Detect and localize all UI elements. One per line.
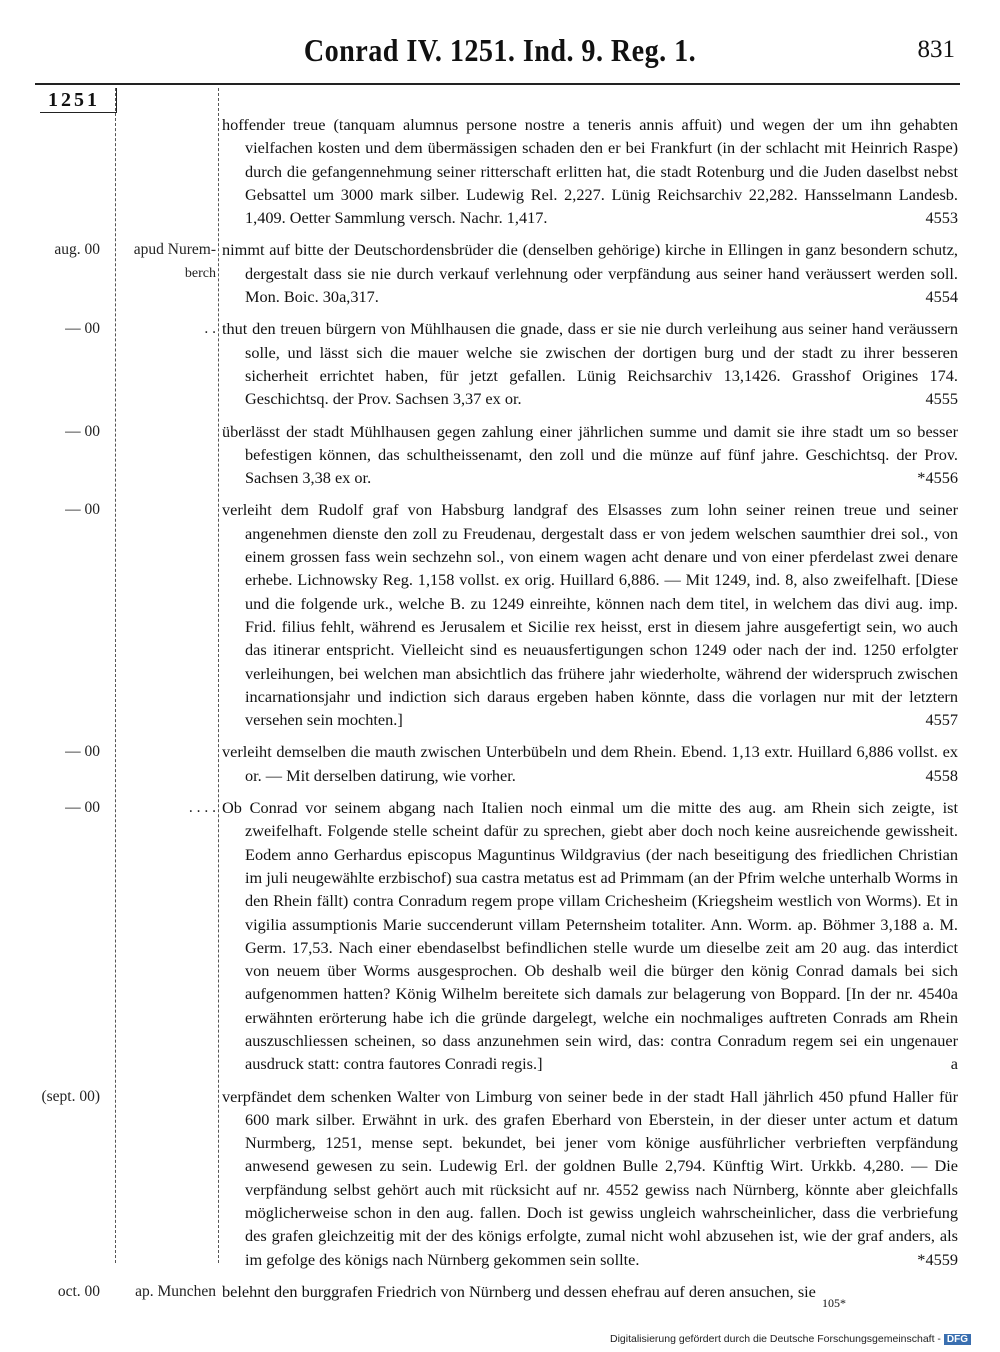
entry-body: nimmt auf bitte der Deutschordensbrüder die (denselben gehörige) kirche in Ellingen in ganz besondern schutz, dergestalt dass sie nie durch verkauf verlehnung oder verpfändung aus seiner hand veräussert werden soll. Mon. Boic. 30a,317.: [222, 240, 958, 307]
regest-entry: [0, 113, 1000, 229]
entry-body: verleiht demselben die mauth zwischen Unterbübeln und dem Rhein. Ebend. 1,13 extr. Huillard 6,886 vollst. ex or. — Mit derselben datirung, wie vorher.: [222, 742, 958, 785]
entry-text: [222, 1085, 958, 1271]
entry-date: — 00: [65, 799, 100, 817]
entry-place-line2: berch: [184, 265, 216, 281]
entry-number: 4553: [925, 208, 958, 228]
entry-body: belehnt den burggrafen Friedrich von Nürnberg und dessen ehefrau auf deren ansuchen, sie: [222, 1281, 816, 1301]
page-header: [0, 30, 1000, 70]
entry-number: 4554: [925, 287, 958, 307]
entry-place-line: ap. Munchen: [135, 1282, 216, 1300]
entry-text: [222, 420, 958, 490]
header-rule: [35, 83, 960, 85]
entry-number: *4556: [917, 468, 958, 488]
entry-number: a: [950, 1054, 958, 1074]
entry-text: [222, 317, 958, 410]
entry-number: 4557: [925, 710, 958, 730]
entry-place: [118, 317, 216, 340]
credit-text: Digitalisierung gefördert durch die Deutsche Forschungsgemeinschaft -: [610, 1333, 941, 1345]
year-marker: 1251: [40, 88, 117, 113]
dfg-logo: DFG: [944, 1334, 971, 1345]
entry-place: [118, 238, 216, 285]
entry-text: [222, 113, 958, 229]
regest-entry: [0, 740, 1000, 787]
entry-number: 4558: [925, 765, 958, 785]
entry-body: überlässt der stadt Mühlhausen gegen zahlung einer jährlichen summe und damit sie ihre stadt um so besser befestigen können, das schultheissenamt, den zoll und die münze auf fünf jahre. Geschichtsq. der Prov. Sachsen 3,38 ex or.: [222, 421, 958, 488]
entry-date: oct. 00: [57, 1282, 100, 1300]
entry-number: 4555: [925, 389, 958, 409]
entry-date: (sept. 00): [41, 1087, 100, 1105]
regest-entry: [0, 498, 1000, 731]
entry-date: — 00: [65, 422, 100, 440]
entry-date: — 00: [65, 320, 100, 338]
entry-body: verpfändet dem schenken Walter von Limburg von seiner bede in der stadt Hall jährlich 450 pfund Haller für 600 mark silber. Erwähnt in urk. des grafen Eberhard von Eberstein, in der dieser unter actum et datum Nurmberg, 1251, mense sept. bekundet, bei jener vom könige ausführlicher verbrieften verpfändung anwesend gewesen zu sein. Ludewig Erl. der goldnen Bulle 2,794. Künftig Wirt. Urkkb. 4,280. — Die verpfändung selbst gehört auch mit rücksicht auf nr. 4552 gewiss nach Nürnberg, könnte aber gleichfalls möglicherweise schon in den aug. fallen. Doch ist gewiss ungleich wahrscheinlicher, dass die verbriefung des grafen gleichzeitig mit der des königs erfolgte, zumal nicht wohl abzusehen ist, wie der graf anders, als im gefolge des königs nach Nürnberg gekommen sein sollte.: [222, 1086, 958, 1269]
entry-text: [222, 498, 958, 731]
page-number: 831: [917, 36, 955, 63]
regest-entry: [0, 796, 1000, 1076]
entry-body: hoffender treue (tanquam alumnus persone nostre a teneris annis affuit) und wegen der um ihn gehabten vielfachen kosten und dem übermässigen schaden den er bei Frankfurt (in der schlacht mit Heinrich Raspe) durch die gefangennehmung seiner ritterschaft erlitten hat, die stadt Rotenburg und die Juden daselbst nebst Gebsattel um 3000 mark silber. Ludewig Rel. 2,227. Lünig Reichsarchiv 22,282. Hansselmann Landesb. 1,409. Oetter Sammlung versch. Nachr. 1,417.: [222, 115, 958, 228]
entry-body: verleiht dem Rudolf graf von Habsburg landgraf des Elsasses zum lohn seiner reinen treue und seiner angenehmen dienste den zoll zu Freudenau, dergestalt dass er von jedem welschen saumthier drei sol., von einem grossen fass wein sechzehn sol., von einem wagen acht denare und von einer pferdelast zwei denare erhebe. Lichnowsky Reg. 1,158 vollst. ex orig. Huillard 6,886. — Mit 1249, ind. 8, also zweifelhaft. [Diese und die folgende urk., welche B. zu 1249 einreihte, können nach dem titel, in welchem das divi aug. imp. Frid. filius fehlt, während es Jerusalem et Sicilie rex heisst, erst in diesem jahre ausgefertigt sein, wo auch das itinerar entspricht. Vielleicht sind es neuausfertigungen schon 1249 oder nach der ind. 1250 erfolgter verleihungen, bei welchen man absichtlich das frühere jahr wiederholte, während der widerspruch zwischen incarnationsjahr und indiction sich daraus ergeben haben könnte, dass die vorlagen nur mit der letztern versehen sein mochten.]: [222, 500, 958, 730]
entry-date: — 00: [65, 501, 100, 519]
entry-place: [118, 1280, 216, 1303]
regest-entry: [0, 317, 1000, 410]
running-title: Conrad IV. 1251. Ind. 9. Reg. 1.: [303, 32, 697, 68]
entry-number: *4559: [917, 1249, 958, 1269]
digitization-credit: [610, 1333, 971, 1345]
entry-place-line: apud Nurem-: [133, 241, 216, 259]
entry-text: [222, 1280, 958, 1303]
entry-text: [222, 740, 958, 787]
regest-entry: [0, 420, 1000, 490]
regest-entry: [0, 238, 1000, 308]
entry-place-line: . . . .: [188, 799, 216, 817]
signature-mark: 105*: [822, 1296, 846, 1310]
entry-place: [118, 796, 216, 819]
regest-entries: [0, 113, 1000, 1312]
entry-body: thut den treuen bürgern von Mühlhausen die gnade, dass er sie nie durch verleihung aus seiner hand veräussern solle, und lässt sich die mauer welche sie zwischen der dortigen burg und der stadt zu ihrer besseren sicherheit errichtet haben, für jetzt gefallen. Lünig Reichsarchiv 13,1426. Grasshof Origines 174. Geschichtsq. der Prov. Sachsen 3,37 ex or.: [222, 319, 958, 409]
entry-date: — 00: [65, 743, 100, 761]
regest-entry: [0, 1085, 1000, 1271]
entry-date: aug. 00: [54, 241, 100, 259]
entry-place-line: . .: [204, 320, 216, 338]
entry-text: [222, 238, 958, 308]
entry-text: [222, 796, 958, 1076]
entry-body: Ob Conrad vor seinem abgang nach Italien noch einmal um die mitte des aug. am Rhein sich zeigte, ist zweifelhaft. Folgende stelle scheint dafür zu sprechen, giebt aber doch noch keine ausreichende gewissheit. Eodem anno Gerhardus episcopus Maguntinus Wildgravius (der nach beseitigung des friedlichen Christian im juli neugewählte erzbischof) sua castra metatus est ad Primmam (an der Pfrim welche unterhalb Worms in den Rhein fällt) contra Conradum regem prope villam Crichesheim (Kriegsheim westlich von Worms). Et in vigilia assumptionis Marie succenderunt villam Peternsheim totaliter. Ann. Worm. ap. Böhmer 3,188 a. M. Germ. 17,53. Nach einer ebendaselbst befindlichen stelle wurde um dieselbe zeit am 20 aug. das interdict von neuem über Worms ausgesprochen. Ob deshalb weil die bürger den könig Conrad damals bei sich aufgenommen hatten? König Wilhelm bereitete sich damals zur belagerung von Boppard. [In der nr. 4540a erwähnten erörterung habe ich die gründe dargelegt, welche ein nochmaliges auftreten Conrads am Rhein auszuschliessen scheinen, so dass anzunehmen sein wird, das: contra Conradum regem sei ein ungenauer ausdruck statt: contra fautores Conradi regis.]: [222, 798, 958, 1074]
regest-entry: [0, 1280, 1000, 1303]
